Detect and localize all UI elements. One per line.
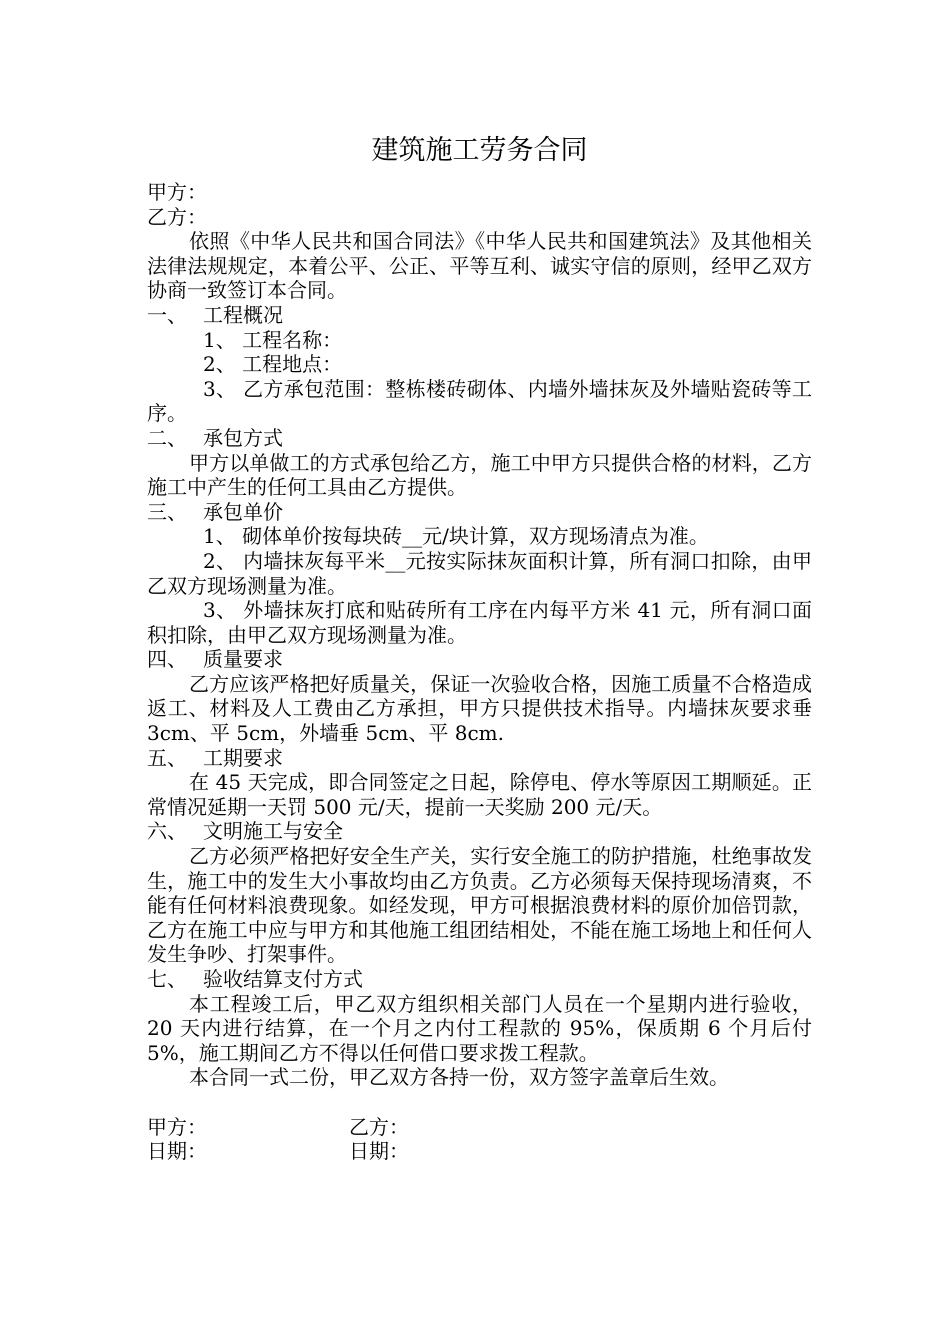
- section-1-item-3: 3、 乙方承包范围：整栋楼砖砌体、内墙外墙抹灰及外墙贴瓷砖等工序。: [147, 376, 812, 426]
- section-7-paragraph: 本工程竣工后，甲乙双方组织相关部门人员在一个星期内进行验收，20 天内进行结算，在一个月之内付工程款的 95%，保质期 6 个月后付 5%，施工期间乙方不得以任何借口要求拨工程款。: [147, 991, 812, 1065]
- signature-date-row: [147, 1139, 812, 1164]
- section-heading-4: 四、 质量要求: [147, 647, 283, 672]
- section-heading-2: 二、 承包方式: [147, 425, 283, 450]
- section-4-paragraph: 乙方应该严格把好质量关，保证一次验收合格，因施工质量不合格造成返工、材料及人工费由乙方承担，甲方只提供技术指导。内墙抹灰要求垂 3cm、平 5cm，外墙垂 5cm、平 8cm.: [147, 671, 812, 746]
- section-3-item-2: 2、 内墙抹灰每平米__元按实际抹灰面积计算，所有洞口扣除，由甲乙双方现场测量为准。: [147, 548, 812, 598]
- document-title: 建筑施工劳务合同: [371, 135, 588, 166]
- signature-party-a: 甲方：: [147, 1114, 207, 1139]
- section-1-item-2: 2、 工程地点：: [203, 352, 343, 377]
- section-heading-5: 五、 工期要求: [147, 745, 283, 770]
- section-heading-3: 三、 承包单价: [147, 499, 283, 524]
- section-1-item-1: 1、 工程名称：: [203, 327, 343, 352]
- contract-document: [147, 128, 812, 1164]
- closing-paragraph: 本合同一式二份，甲乙双方各持一份，双方签字盖章后生效。: [189, 1065, 729, 1090]
- section-heading-1: 一、 工程概况: [147, 302, 283, 327]
- signature-date-b: 日期：: [349, 1139, 409, 1164]
- party-b-line: 乙方：: [147, 204, 207, 229]
- section-2-paragraph: 甲方以单做工的方式承包给乙方，施工中甲方只提供合格的材料，乙方施工中产生的任何工具由乙方提供。: [147, 450, 812, 500]
- party-a-line: 甲方：: [147, 180, 207, 204]
- section-heading-6: 六、 文明施工与安全: [147, 819, 343, 844]
- signature-block: [147, 1115, 812, 1164]
- signature-date-a: 日期：: [147, 1139, 207, 1164]
- section-3-item-3: 3、 外墙抹灰打底和贴砖所有工序在内每平方米 41 元，所有洞口面积扣除，由甲乙双方现场测量为准。: [147, 598, 812, 647]
- signature-party-b: 乙方：: [349, 1114, 409, 1139]
- section-6-paragraph: 乙方必须严格把好安全生产关，实行安全施工的防护措施，杜绝事故发生，施工中的发生大小事故均由乙方负责。乙方必须每天保持现场清爽，不能有任何材料浪费现象。如经发现，甲方可根据浪费材料的原价加倍罚款，乙方在施工中应与甲方和其他施工组团结相处，不能在施工场地上和任何人发生争吵、打架事件。: [147, 844, 812, 967]
- signature-party-row: [147, 1115, 812, 1140]
- intro-paragraph: 依照《中华人民共和国合同法》《中华人民共和国建筑法》及其他相关法律法规规定，本着公平、公正、平等互利、诚实守信的原则，经甲乙双方协商一致签订本合同。: [147, 229, 812, 303]
- section-3-item-1: 1、 砌体单价按每块砖__元/块计算，双方现场清点为准。: [203, 524, 709, 549]
- section-5-paragraph: 在 45 天完成，即合同签定之日起，除停电、停水等原因工期顺延。正常情况延期一天罚 500 元/天，提前一天奖励 200 元/天。: [147, 770, 812, 819]
- section-heading-7: 七、 验收结算支付方式: [147, 967, 363, 991]
